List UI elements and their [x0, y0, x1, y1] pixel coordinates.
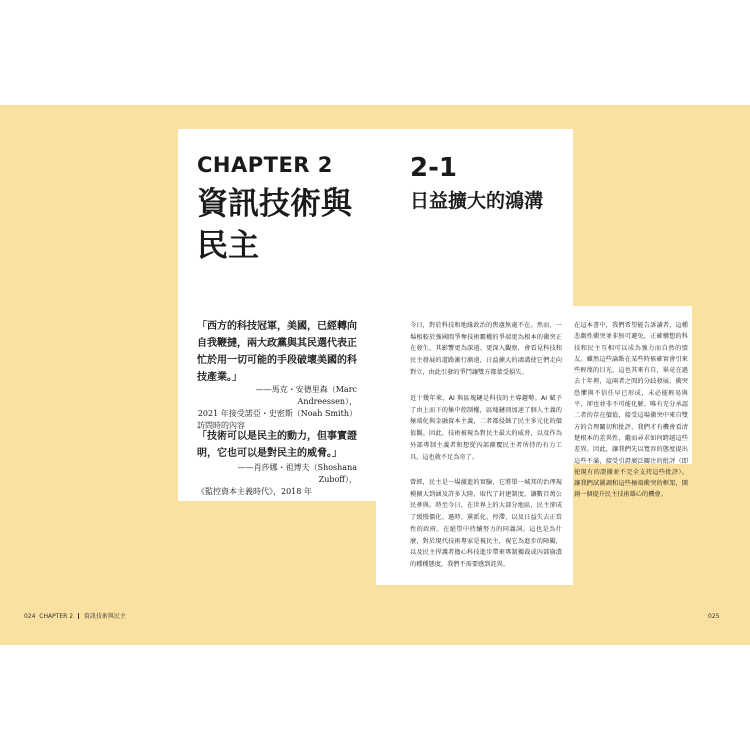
section-number: 2-1 [410, 153, 457, 183]
footer-divider [78, 613, 79, 619]
attribution-line: 2021 年接受諾亞・史密斯（Noah Smith） [197, 409, 357, 418]
page-number-right: 025 [708, 613, 720, 620]
attribution-line: 《監控資本主義時代》，2018 年 [197, 487, 312, 496]
epigraph-attribution-1 [197, 384, 357, 432]
body-paragraph-4: 在這本書中，我們希望能告訴讀者，這種悲劇性衝突並非無可避免，正確構想的科技和民主互相可以成為強力而自然的盟友。雖然這些論點在某些時候確實會引來些輕蔑的目光，這也其來有自，畢竟在過去十年裡，這兩者之間的分歧發展，衝突恐懼與不信任早已形成，未必能輕易與平，卻也並非不可能化解。唯有充分承認二者的存在價值，接受這場衝突中來自雙方的合理關切和批評，我們才有機會看清楚根本的差異性，繼而尋求如何跨越這些差異。因此，讓我們先以寬容的態度提出這些不滿，接受引證廣泛關注的批評（即使現有的證據並不完全支持這些批評）。讓我們試圖調和這些極端衝突的框架，開創一個提升民主技術雄心的機會。 [574, 322, 688, 499]
page-number-left: 024 [24, 613, 36, 620]
attribution-line: ——肖莎娜・祖博夫（Shoshana Zuboff）， [237, 463, 357, 484]
body-paragraph-2: 近十幾年來，AI 與區塊鏈是科技的主導趨勢。AI 賦予了由上而下的集中控制權，區塊鏈則加速了個人主義的極端化與金融資本主義，二者都侵蝕了民主多元化的價值觀。因此，技術被視為對民主最大的威脅，以及作為外部專制主義者和想從內部顛覆民主者所持的有力工具，這也就不足為奇了。 [410, 395, 562, 461]
epigraph-quote-1: 「西方的科技冠軍，美國，已經轉向自我鞭撻，兩大政黨與其民選代表正忙於用一切可能的手段破壞美國的科技產業。」 [197, 321, 357, 383]
footer-left [24, 613, 126, 621]
attribution-line: 訪問時的內容 [197, 421, 245, 430]
attribution-line: ——馬克・安德里森（Marc Andreessen）， [255, 385, 357, 406]
body-paragraph-3: 曾經，民主是一場激進的實驗，它將單一城邦的治理規模擴大到涵及許多大陸，取代了封建制度，讓數百萬公民參與。時至今日，在世界上的大部分地區，民主卻成了緩慢僵化、過時、黨派化、停滯，以及日益失去正當性的政府。在絕望中持續努力的同義詞。這也是為什麼，對於現代技術專家是視民主，視它為進步的障礙，以及民主捍護者擔心科技進步帶來專制獨裁或內部崩潰的種種態度，我們不需要感到詫異。 [410, 479, 562, 568]
footer-chapter-title: 資訊技術與民主 [83, 613, 126, 620]
footer-chapter-label: CHAPTER 2 [39, 613, 74, 620]
chapter-label: CHAPTER 2 [197, 153, 333, 177]
epigraph-attribution-2 [197, 462, 357, 498]
chapter-title: 資訊技術與民主 [197, 186, 352, 264]
section-title: 日益擴大的鴻溝 [410, 190, 544, 212]
body-paragraph-1: 今日，對於科技和地緣政治的焦慮無處不在。然而，一場相較於強國間爭奪技術霸權的爭端更為根本的衝突正在發生，其影響更為深遠、更深入觀察，會看見科技和民主發展的道路漸行漸遠，日益擴大的鴻溝使它們走向對立，由此引發的爭鬥讓雙方都蒙受損失。 [410, 322, 562, 376]
epigraph-quote-2: 「技術可以是民主的動力，但事實證明，它也可以是對民主的威脅。」 [197, 431, 357, 459]
